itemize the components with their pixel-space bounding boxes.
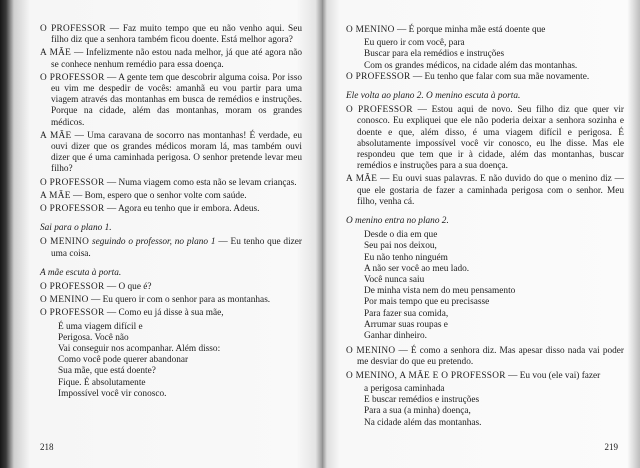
verse-line: E buscar remédios e instruções bbox=[364, 395, 480, 406]
dialogue-line: O MENINO, A MÃE E O PROFESSOR — Eu vou (ele vai) fazer bbox=[346, 370, 601, 381]
verse-line: Fique. É absolutamente bbox=[58, 377, 146, 388]
dialogue-line: O PROFESSOR — Eu tenho que falar com sua mãe novamente. bbox=[346, 71, 590, 82]
verse-line: Na cidade além das montanhas. bbox=[364, 417, 482, 428]
dialogue-line: A MÃE — Bom, espero que o senhor volte com saúde. bbox=[40, 190, 247, 201]
page-number: 219 bbox=[604, 442, 618, 452]
verse-line: Para a sua (a minha) doença, bbox=[364, 406, 471, 417]
dialogue-line: O PROFESSOR — O que é? bbox=[40, 282, 152, 293]
verse-line: Sua mãe, que está doente? bbox=[58, 366, 156, 377]
dialogue-line: O PROFESSOR — Numa viagem como esta não se levam crianças. bbox=[40, 177, 297, 188]
dialogue-line: O PROFESSOR — Estou aqui de novo. Seu filho diz que quer vir conosco. Eu expliquei que ele não poderia deixar a senhora sozinha e doente e que, além disso, é uma viagem difícil e perigosa. É absolutamente impossível você vir conosco, eu lhe disse. Mas ele respondeu que tem que ir à cidade, além das montanhas, buscar remédios e instruções para a sua doença. bbox=[346, 105, 624, 172]
dialogue-line: O MENINO — Eu quero ir com o senhor para as montanhas. bbox=[40, 295, 271, 306]
verse-line: Seu pai nos deixou, bbox=[364, 241, 437, 252]
verse-line: Para fazer sua comida, bbox=[364, 308, 449, 319]
dialogue-line: O MENINO — É porque minha mãe está doente que bbox=[346, 25, 546, 35]
right-page bbox=[322, 0, 640, 468]
verse-line: Eu não tenho ninguém bbox=[364, 252, 448, 263]
dialogue-line: O PROFESSOR — Faz muito tempo que eu não venho aqui. Seu filho diz que a senhora também ficou doente. Está melhor agora? bbox=[40, 24, 302, 46]
dialogue-line: A MÃE — Uma caravana de socorro nas montanhas! É verdade, eu ouvi dizer que os grandes médicos moram lá, mas também ouvi dizer que é uma caminhada perigosa. O senhor pretende levar meu filho? bbox=[40, 130, 302, 175]
stage-direction: Ele volta ao plano 2. O menino escuta à porta. bbox=[346, 91, 521, 102]
dialogue-line: O PROFESSOR — Agora eu tenho que ir embora. Adeus. bbox=[40, 204, 260, 215]
page-number: 218 bbox=[40, 442, 54, 452]
verse-line: Impossível você vir conosco. bbox=[58, 388, 167, 399]
dialogue-line: A MÃE — Infelizmente não estou nada melhor, já que até agora não se conhece nenhum remédio para essa doença. bbox=[40, 48, 302, 70]
stage-direction: A mãe escuta à porta. bbox=[40, 267, 122, 278]
verse-line: De minha vista nem do meu pensamento bbox=[364, 286, 516, 297]
dialogue-line: O PROFESSOR — A gente tem que descobrir alguma coisa. Por isso eu vim me despedir de vocês: amanhã eu vou partir para uma viagem através das montanhas em busca de remédios e instruções. Porque na cidade, além das montanhas, moram os grandes médicos. bbox=[40, 72, 302, 128]
dialogue-line: O MENINO — É como a senhora diz. Mas apesar disso nada vai poder me desviar do que eu pretendo. bbox=[346, 346, 624, 368]
verse-line: É uma viagem difícil e bbox=[58, 321, 143, 332]
verse-line: Você nunca saiu bbox=[364, 275, 425, 286]
verse-line: Buscar para ela remédios e instruções bbox=[364, 49, 505, 60]
verse-line: Eu quero ir com você, para bbox=[364, 38, 465, 49]
stage-direction: Sai para o plano 1. bbox=[40, 223, 112, 234]
verse-line: A não ser você ao meu lado. bbox=[364, 263, 470, 274]
dialogue-line: O MENINO seguindo o professor, no plano 1 — Eu tenho que dizer uma coisa. bbox=[40, 237, 303, 259]
verse-line: Com os grandes médicos, na cidade além das montanhas. bbox=[364, 60, 578, 71]
verse-line: Arrumar suas roupas e bbox=[364, 319, 448, 330]
stage-direction: O menino entra no plano 2. bbox=[346, 216, 449, 227]
verse-line: Como você pode querer abandonar bbox=[58, 355, 189, 366]
dialogue-line: A MÃE — Eu ouvi suas palavras. E não duvido do que o menino diz — que ele gostaria de fazer a caminhada perigosa com o senhor. Meu filho, venha cá. bbox=[346, 174, 624, 207]
verse-line: Ganhar dinheiro. bbox=[364, 331, 427, 342]
verse-line: Desde o dia em que bbox=[364, 230, 438, 241]
verse-line: Vai conseguir nos acompanhar. Além disso: bbox=[58, 344, 221, 355]
verse-line: Perigosa. Você não bbox=[58, 332, 129, 343]
left-page-text bbox=[40, 24, 302, 400]
right-page-text bbox=[346, 25, 624, 429]
dialogue-line: O PROFESSOR — Como eu já disse à sua mãe, bbox=[40, 308, 224, 319]
verse-line: Por mais tempo que eu precisasse bbox=[364, 297, 490, 308]
verse-line: a perigosa caminhada bbox=[364, 383, 445, 394]
